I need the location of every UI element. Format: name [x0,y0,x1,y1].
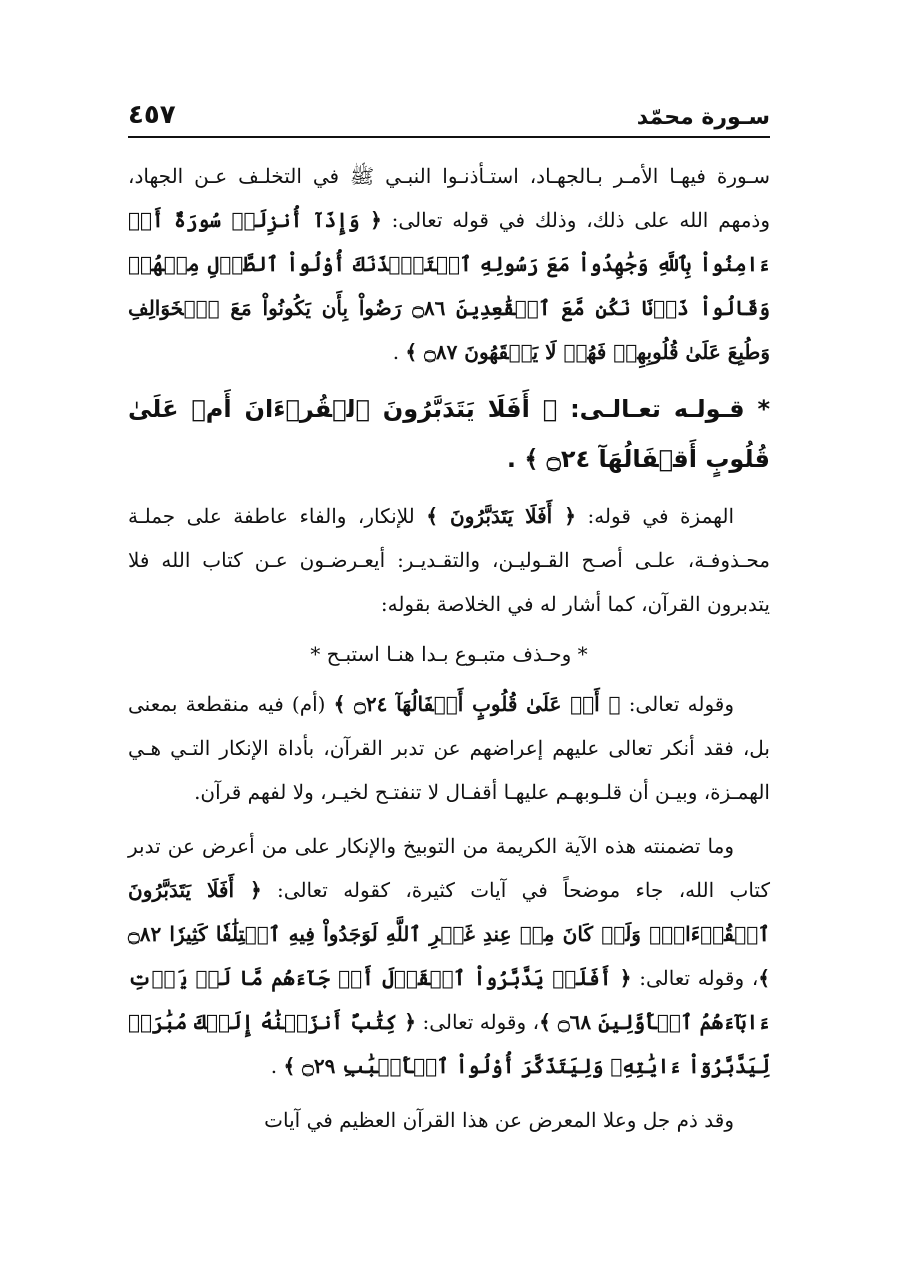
paragraph-text: للإنكار، والفاء عاطفة على جملـة محـذوفـة، علـى أصـح القـوليـن، والتقـديـر: أيعـرضـون عـن كتاب الله فلا يتدبرون القرآن، كما أشار له في الخلاصة بقوله: [128,504,770,616]
quran-verse: ﴿ أَفَلَا يَتَدَبَّرُونَ ﴾ [426,504,576,528]
quran-verse: ﴿ وَإِذَآ أُنزِلَتۡ سُورَةٌ أَنۡ ءَامِنُواْ بِٱللَّهِ وَجَٰهِدُواْ مَعَ رَسُولِهِ ٱسۡتَـٔۡذَنَكَ أُوْلُواْ ٱلطَّوۡلِ مِنۡهُمۡ وَقَالُواْ ذَرۡنَا نَكُن مَّعَ ٱلۡقَٰعِدِينَ ۝٨٦ رَضُواْ بِأَن يَكُونُواْ مَعَ ٱلۡخَوَالِفِ وَطُبِعَ عَلَىٰ قُلُوبِهِمۡ فَهُمۡ لَا يَفۡقَهُونَ ۝٨٧ ﴾ [128,208,770,364]
paragraph-text: وقوله تعالى: [628,692,735,716]
paragraph-gap [128,814,770,824]
paragraph-3 [128,682,770,814]
heading-lead: * قـولـه تعـالـى: [570,395,771,423]
surah-title: سـورة محمّد [636,105,770,130]
paragraph-1 [128,154,770,374]
paragraph-2 [128,494,770,626]
paragraph-end: . [270,1054,278,1078]
paragraph-5: وقد ذم جل وعلا المعرض عن هذا القرآن العظيم في آيات [264,1108,734,1132]
section-heading [128,384,770,484]
paragraph-4 [128,824,770,1088]
paragraph-text: ، وقوله تعالى: [422,1010,540,1034]
paragraph-text: (أم) فيه منقطعة بمعنى بل، فقد أنكر تعالى عليهم إعراضهم عن تدبر القرآن، بأداة الإنكار التـي هـي الهمـزة، وبيـن أن قلـوبهـم عليهـا أقفـال لا تنفتـح لخيـر، ولا لفهم قرآن. [128,692,770,804]
page-header [128,100,770,138]
paragraph-text: وما تضمنته هذه الآية الكريمة من التوبيخ والإنكار على من أعرض عن تدبر كتاب الله، جاء موضحاً في آيات كثيرة، كقوله تعالى: [128,834,770,902]
paragraph-gap [128,1088,770,1098]
poem-line: * وحـذف متبـوع بـدا هنـا استبـح * [310,642,588,666]
page-number: ٤٥٧ [128,100,176,130]
paragraph-text: الهمزة في قوله: [587,504,735,528]
quran-verse: ﴿ كِتَٰبٌ أَنزَلۡنَٰهُ إِلَيۡكَ مُبَٰرَكٞ لِّيَدَّبَّرُوٓاْ ءَايَٰتِهِۦ وَلِيَتَذَكَّرَ أُوْلُواْ ٱلۡأَلۡبَٰبِ ۝٢٩ ﴾ [128,1010,770,1078]
paragraph-text: سـورة فيهـا الأمـر بـالجهـاد، استـأذنـوا النبـي ﷺ في التخلـف عـن الجهاد، وذمهم الله على ذلك، وذلك في قوله تعالى: [128,164,771,232]
heading-end: . [506,445,516,473]
book-page [128,100,770,1142]
quran-verse: ﴿ أَفَلَا يَتَدَبَّرُونَ ٱلۡقُرۡءَانَۚ وَلَوۡ كَانَ مِنۡ عِندِ غَيۡرِ ٱللَّهِ لَوَجَدُواْ فِيهِ ٱخۡتِلَٰفٗا كَثِيرٗا ۝٨٢ ﴾ [128,878,771,990]
paragraph-end: . [392,340,400,364]
heading-verse: ﴿ أَفَلَا يَتَدَبَّرُونَ ٱلۡقُرۡءَانَ أَمۡ عَلَىٰ قُلُوبٍ أَقۡفَالُهَآ ۝٢٤ ﴾ [128,395,770,473]
quran-verse: ﴿ أَفَلَمۡ يَدَّبَّرُواْ ٱلۡقَوۡلَ أَمۡ جَآءَهُم مَّا لَمۡ يَأۡتِ ءَابَآءَهُمُ ٱلۡأَوَّلِينَ ۝٦٨ ﴾ [128,966,770,1034]
paragraph-text: ، وقوله تعالى: [639,966,759,990]
quran-verse: ﴿ أَمۡ عَلَىٰ قُلُوبٍ أَقۡفَالُهَآ ۝٢٤ ﴾ [333,692,621,716]
